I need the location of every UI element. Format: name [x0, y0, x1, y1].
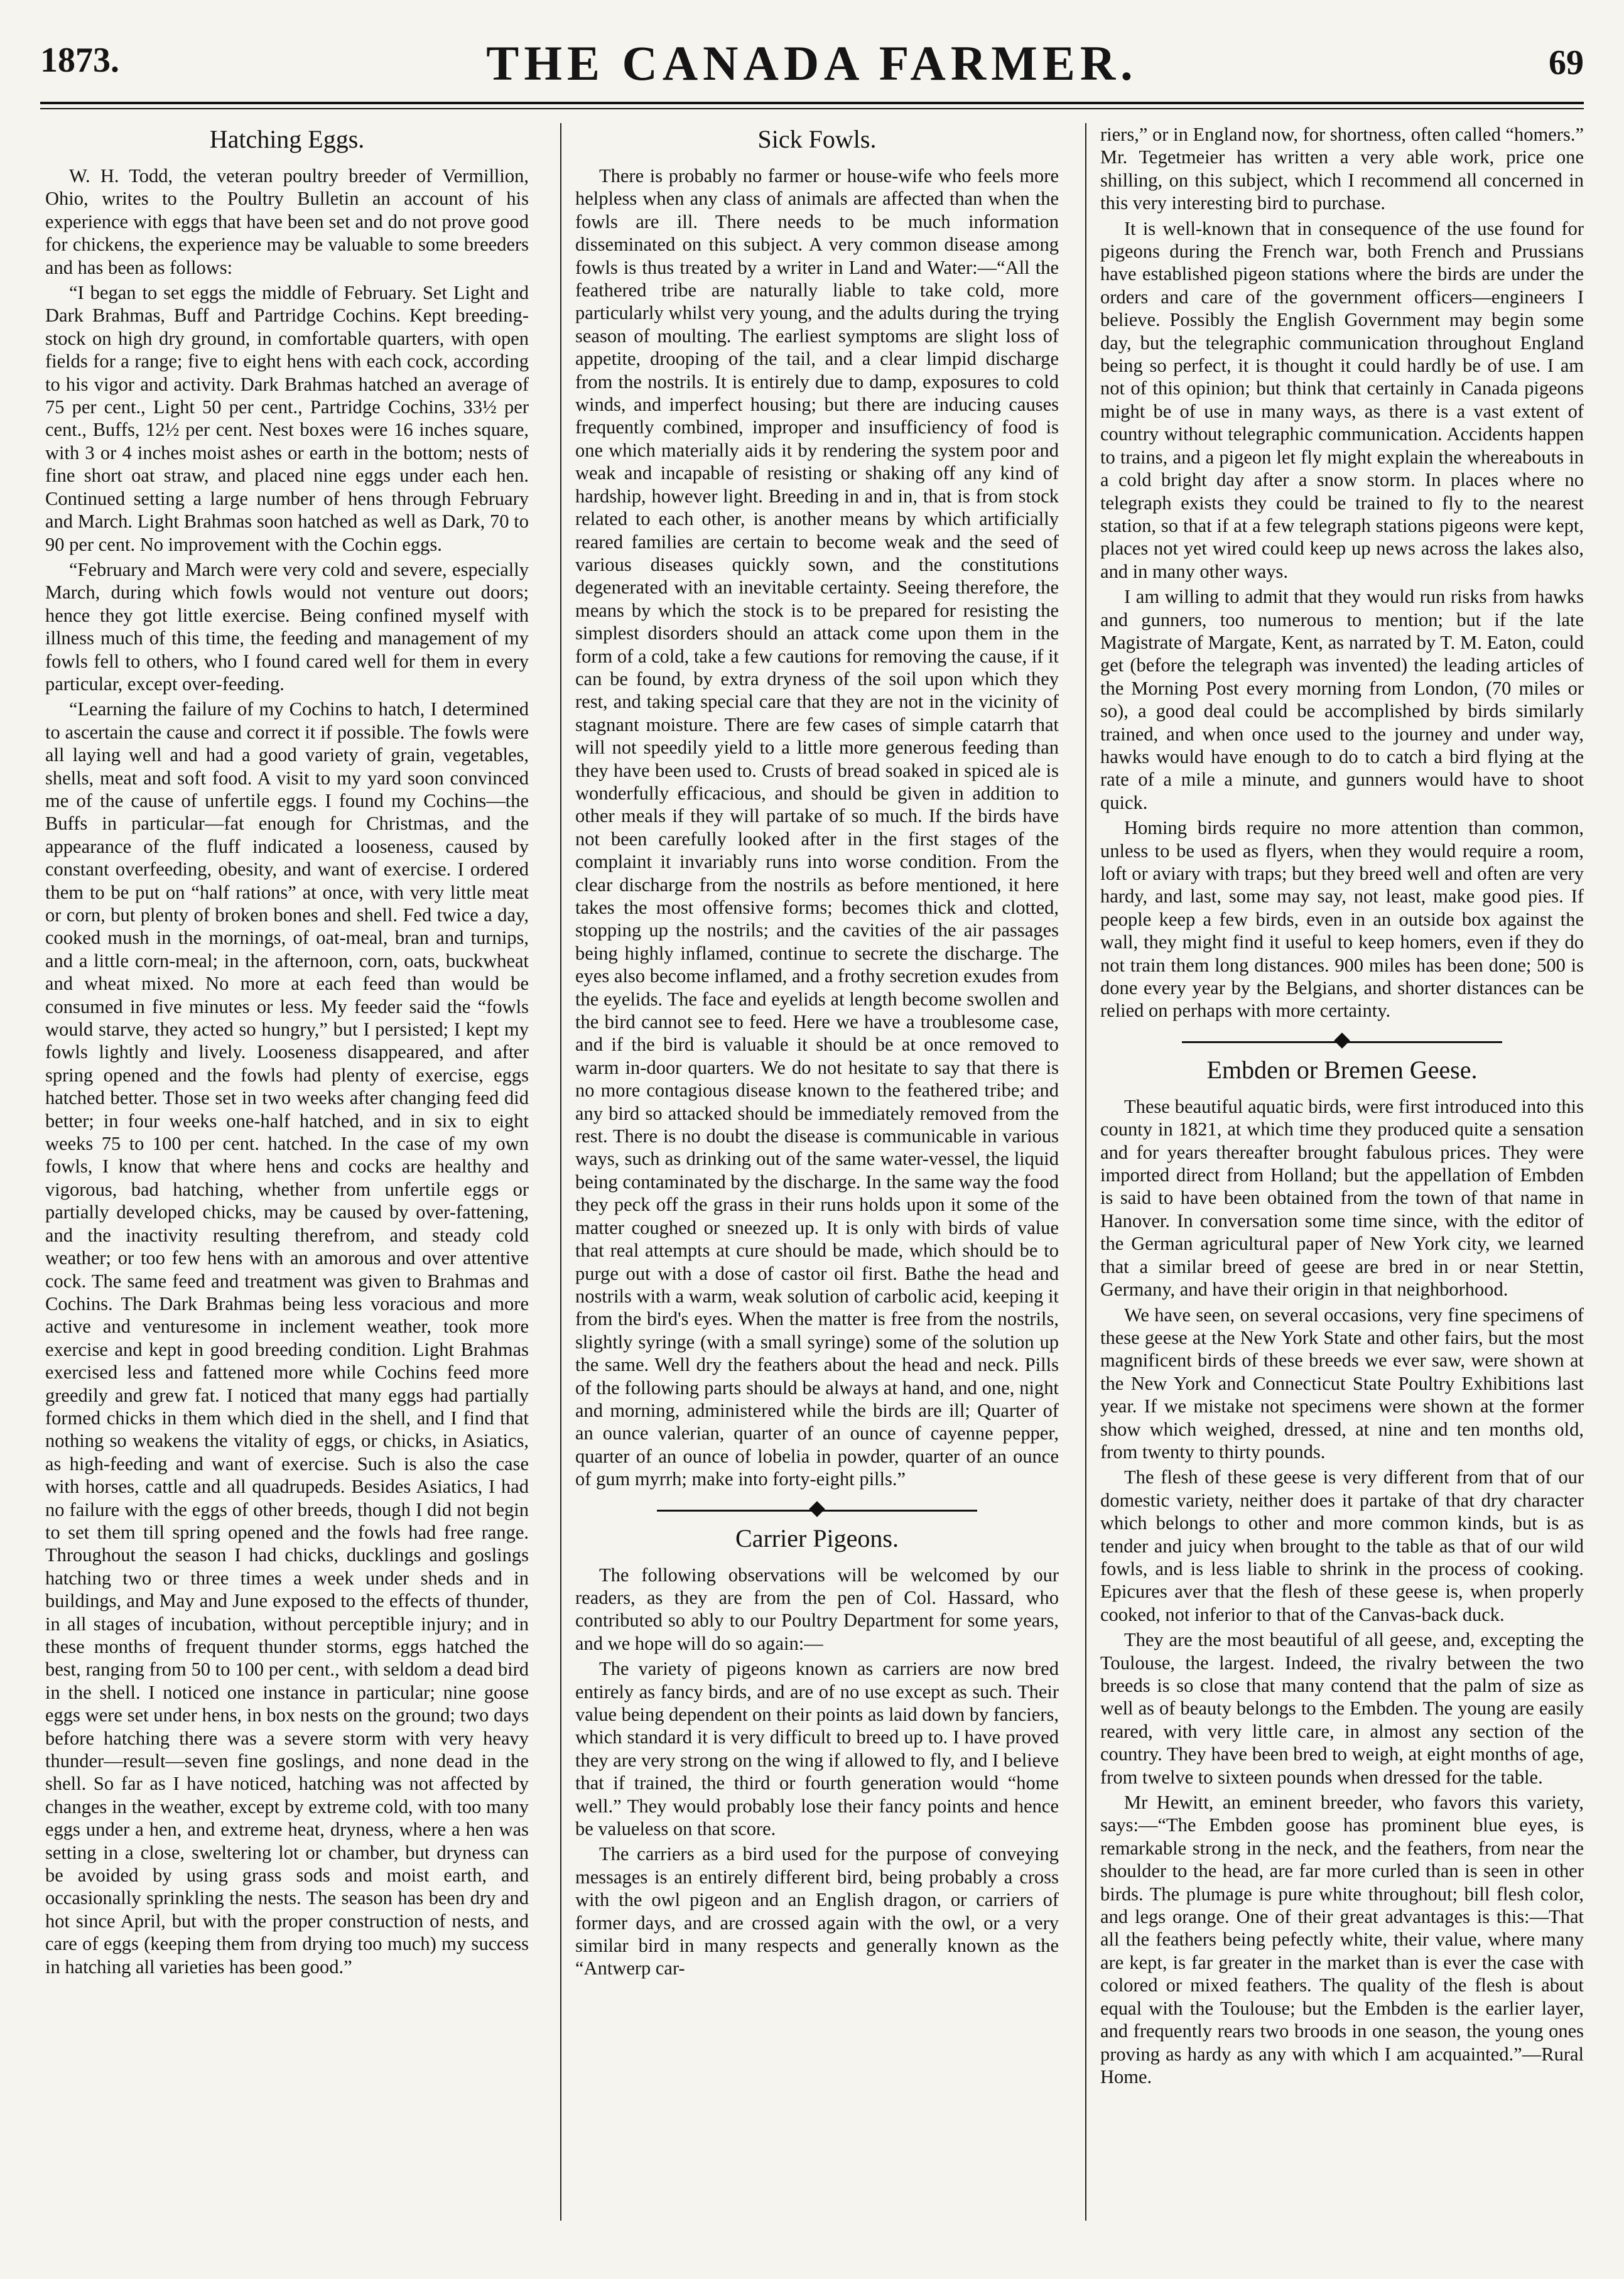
- article-paragraph: These beautiful aquatic birds, were first introduced into this county in 1821, at which time they produced quite a sensation and for years thereafter brought fabulous prices. They were imported direct from Holland; but the appellation of Embden is said to have been obtained from the town of that name in Hanover. In conversation some time since, with the editor of the German agricultural paper of New York city, we learned that a similar breed of geese are bred in or near Stettin, Germany, and have their origin in that neighborhood.: [1100, 1095, 1584, 1301]
- article-paragraph: The flesh of these geese is very different from that of our domestic variety, neither does it partake of that dry character which belongs to other and more common kinds, but is as tender and juicy when brought to the table as that of our wild fowls, and is less liable to shrink in the process of cooking. Epicures aver that the flesh of these geese is, when properly cooked, not inferior to that of the Canvas-back duck.: [1100, 1466, 1584, 1625]
- masthead-rule-thick: [40, 102, 1584, 104]
- column-rule-2: [1085, 123, 1086, 2221]
- article-paragraph: “February and March were very cold and severe, especially March, during which fowls would not venture out doors; hence they got little exercise. Being confined myself with illness much of this time, the feeding and management of my fowls fell to others, who I found cared well for them in every particular, except over-feeding.: [45, 558, 529, 695]
- article-heading: Sick Fowls.: [757, 125, 877, 153]
- article-paragraph: “I began to set eggs the middle of February. Set Light and Dark Brahmas, Buff and Partridge Cochins. Kept breeding-stock on high dry ground, in comfortable quarters, with open fields for a range; five to eight hens with each cock, according to his vigor and activity. Dark Brahmas hatched an average of 75 per cent., Light 50 per cent., Partridge Cochins, 33½ per cent., Buffs, 12½ per cent. Nest boxes were 16 inches square, with 3 or 4 inches moist ashes or earth in the bottom; nests of fine short oat straw, and placed nine eggs under each hen. Continued setting a large number of hens through February and March. Light Brahmas soon hatched as well as Dark, 70 to 90 per cent. No improvement with the Cochin eggs.: [45, 282, 529, 555]
- article-hatching-eggs: [45, 126, 529, 1978]
- article-heading: Hatching Eggs.: [209, 125, 365, 153]
- article-carrier-pigeons: [575, 1525, 1059, 1980]
- article-paragraph: The variety of pigeons known as carriers are now bred entirely as fancy birds, and are of no use except as such. Their value being dependent on their points as laid down by fanciers, which standard it is very difficult to breed up to. I have proved they are very strong on the wing if allowed to fly, and I believe that if trained, the third or fourth generation would “home well.” They would probably lose their fancy points and hence be valueless on that score.: [575, 1658, 1059, 1840]
- article-heading: Embden or Bremen Geese.: [1206, 1055, 1478, 1084]
- article-paragraph: W. H. Todd, the veteran poultry breeder of Vermillion, Ohio, writes to the Poultry Bulletin an account of his experience with eggs that have been set and do not prove good for chickens, the experience may be valuable to some breeders and has been as follows:: [45, 165, 529, 278]
- article-paragraph: “Learning the failure of my Cochins to hatch, I determined to ascertain the cause and correct it if possible. The fowls were all laying well and had a good variety of grain, vegetables, shells, meat and soft food. A visit to my yard soon convinced me of the cause of unfertile eggs. I found my Cochins—the Buffs in particular—fat enough for Christmas, and the appearance of the fluff indicated a looseness, caused by constant overfeeding, obesity, and want of exercise. I ordered them to be put on “half rations” at once, with very little meat or corn, but plenty of broken bones and shell. Fed twice a day, cooked mush in the mornings, of oat-meal, bran and turnips, and a little corn-meal; in the afternoon, corn, oats, buckwheat and wheat mixed. No more at each feed than would be consumed in five minutes or less. My feeder said the “fowls would starve, they acted so hungry,” but I persisted; I kept my fowls lightly and lively. Looseness disappeared, and after spring opened and the fowls had plenty of exercise, eggs hatched better. Those set in two weeks after changing feed did better; in four weeks one-half hatched, and in six to eight weeks 75 to 100 per cent. hatched. In the case of my own fowls, I know that where hens and cocks are healthy and vigorous, bad hatching, whether from unfertile eggs or partially developed chicks, may be caused by over-fattening, and the inactivity resulting therefrom, and steady cold weather; or too few hens with an amorous and over attentive cock. The same feed and treatment was given to Brahmas and Cochins. The Dark Brahmas being less voracious and more active and venturesome in inclement weather, took more exercise and kept in good breeding condition. Light Brahmas exercised less and fattened more while Cochins feed more greedily and grew fat. I noticed that many eggs had partially formed chicks in them which died in the shell, and I find that nothing so weakens the vitality of eggs, or chicks, in Asiatics, as high-feeding and want of exercise. Such is also the case with horses, cattle and all quadrupeds. Besides Asiatics, I had no failure with the eggs of other breeds, though I did not begin to set them till spring opened and the fowls had free range. Throughout the season I had chicks, ducklings and goslings hatching two or three times a week under sheds and in buildings, and May and June exposed to the effects of thunder, in all stages of incubation, without perceptible injury; and in these months of frequent thunder storms, eggs hatched the best, ranging from 50 to 100 per cent., with seldom a dead bird in the shell. I noticed one instance in particular; nine goose eggs were set under hens, in box nests on the ground; two days before hatching there was a severe storm with very heavy thunder—result—seven fine goslings, and none dead in the shell. So far as I have noticed, hatching was not affected by changes in the weather, except by extreme cold, with too many eggs under a hen, and extreme heat, dryness, where a hen was setting in a close, sweltering lot or chamber, but dryness can be avoided by using grass sods and moist earth, and occasionally sprinkling the nests. The season has been dry and hot since April, but with the proper construction of nests, and care of eggs (keeping them from drying too much) my success in hatching all varieties has been good.”: [45, 698, 529, 1978]
- issue-year: 1873.: [40, 41, 119, 80]
- article-paragraph: The carriers as a bird used for the purpose of conveying messages is an entirely different bird, being probably a cross with the owl pigeon and an English dragon, or carriers of former days, and are crossed again with the owl, or a very similar bird in many respects and generally known as the “Antwerp car-: [575, 1843, 1059, 1979]
- article-paragraph: We have seen, on several occasions, very fine specimens of these geese at the New York State and other fairs, but the most magnificent birds of these breeds we ever saw, were shown at the New York and Connecticut State Poultry Exhibitions last year. If we mistake not specimens were shown at the former show which weighed, dressed, at nine and ten months old, from twenty to thirty pounds.: [1100, 1304, 1584, 1463]
- column-3: [1100, 123, 1584, 2233]
- page-number: 69: [1549, 43, 1584, 82]
- section-divider: [575, 1505, 1059, 1516]
- article-paragraph: The following observations will be welcomed by our readers, as they are from the pen of Col. Hassard, who contributed so ably to our Poultry Department for some years, and we hope will do so again:—: [575, 1564, 1059, 1654]
- column-2: [575, 123, 1059, 2233]
- article-heading: Carrier Pigeons.: [735, 1524, 899, 1552]
- column-1: [45, 123, 529, 2233]
- masthead: [40, 35, 1584, 98]
- article-embden-geese: [1100, 1056, 1584, 2088]
- section-divider: [1100, 1036, 1584, 1047]
- article-paragraph: They are the most beautiful of all geese, and, excepting the Toulouse, the largest. Indeed, the rivalry between the two breeds is so close that many contend that the palm of size as well as of beauty belongs to the Embden. The young are easily reared, with very little care, in almost any section of the country. They have been bred to weigh, at eight months of age, from twelve to sixteen pounds when dressed for the table.: [1100, 1629, 1584, 1788]
- article-paragraph: It is well-known that in consequence of the use found for pigeons during the French war, both French and Prussians have established pigeon stations where the birds are under the orders and care of the government officers—engineers I believe. Possibly the English Government may begin some day, but the telegraphic communication throughout England being so perfect, it is thought it could hardly be of use. I am not of this opinion; but think that certainly in Canada pigeons might be of use in many ways, as there is a vast extent of country without telegraphic communication. Accidents happen to trains, and a pigeon let fly might explain the whereabouts in a cold bright day after a snow storm. In places where no telegraph exists they could be trained to fly to the nearest station, so that if at a few telegraph stations pigeons were kept, places not yet wired could keep up news across the lakes also, and in many other ways.: [1100, 217, 1584, 582]
- masthead-rule-thin: [40, 108, 1584, 109]
- newspaper-title: THE CANADA FARMER.: [486, 36, 1138, 90]
- article-paragraph: riers,” or in England now, for shortness, often called “homers.” Mr. Tegetmeier has written a very able work, price one shilling, on this subject, which I recommend all concerned in this very interesting bird to purchase.: [1100, 124, 1584, 214]
- column-rule-1: [560, 123, 561, 2221]
- article-carrier-pigeons-continued: [1100, 123, 1584, 1022]
- article-paragraph: Homing birds require no more attention than common, unless to be used as flyers, when they would require a room, loft or aviary with traps; but they breed well and often are very hardy, and last, some may say, not least, make good pies. If people keep a few birds, even in an outside box against the wall, they might find it useful to keep homers, even if they do not train them long distances. 900 miles has been done; 500 is done every year by the Belgians, and shorter distances can be relied on perhaps with more certainty.: [1100, 817, 1584, 1022]
- article-paragraph: Mr Hewitt, an eminent breeder, who favors this variety, says:—“The Embden goose has prominent blue eyes, is remarkable strong in the neck, and the feathers, from near the shoulder to the head, are far more curled than is seen in other birds. The plumage is pure white throughout; bill flesh color, and legs orange. One of their great advantages is this:—That all the feathers being pefectly white, their value, where many are kept, is far greater in the market than is ever the case with colored or mixed feathers. The quality of the flesh is about equal with the Toulouse; but the Embden is the earlier layer, and frequently rears two broods in one season, the young ones proving as hardy as any with which I am acquainted.”—Rural Home.: [1100, 1792, 1584, 2087]
- article-sick-fowls: [575, 126, 1059, 1491]
- article-paragraph: I am willing to admit that they would run risks from hawks and gunners, too numerous to mention; but if the late Magistrate of Margate, Kent, as narrated by T. M. Eaton, could get (before the telegraph was invented) the leading articles of the Morning Post every morning from London, (70 miles or so), a good deal could be accomplished by birds similarly trained, and when once used to the journey and under way, hawks would have enough to do to catch a bird flying at the rate of a mile a minute, and gunners would have to shoot quick.: [1100, 586, 1584, 813]
- article-paragraph: There is probably no farmer or house-wife who feels more helpless when any class of animals are affected than when the fowls are ill. There needs to be much information disseminated on this subject. A very common disease among fowls is thus treated by a writer in Land and Water:—“All the feathered tribe are naturally liable to take cold, more particularly whilst very young, and the adults during the trying season of moulting. The earliest symptoms are slight loss of appetite, drooping of the tail, and a clear limpid discharge from the nostrils. It is entirely due to damp, exposures to cold winds, and imperfect housing; but there are inducing causes frequently combined, improper and insufficiency of food is one which materially aids it by rendering the system poor and weak and incapable of resisting or shaking off any kind of hardship, however light. Breeding in and in, that is from stock related to each other, is another means by which artificially reared families are certain to become weak and the seed of various diseases quickly sown, and the constitutions degenerated with an inevitable certainty. Seeing therefore, the means by which the stock is to be prepared for resisting the simplest disorders should an attack come upon them in the form of a cold, take a few cautions for removing the cause, if it can be found, by extra dryness of the soil upon which they rest, and taking special care that they are not in the vicinity of stagnant moisture. There are few cases of simple catarrh that will not speedily yield to a little more generous feeding than they have been used to. Crusts of bread soaked in spiced ale is wonderfully efficacious, and should be given in addition to other meals if they will partake of so much. If the birds have not been carefully looked after in the first stages of the complaint it invariably runs into worse condition. From the clear discharge from the nostrils as before mentioned, it here takes the most offensive forms; becomes thick and clotted, stopping up the nostrils; and the cavities of the air passages being highly inflamed, continue to secrete the discharge. The eyes also become inflamed, and a frothy secretion exudes from the eyelids. The face and eyelids at length become swollen and the bird cannot see to feed. Here we have a troublesome case, and if the bird is valuable it should be at once removed to warm in-door quarters. We do not hesitate to say that there is no more contagious disease known to the feathered tribe; and any bird so attacked should be immediately removed from the rest. There is no doubt the disease is communicable in various ways, such as drinking out of the same water-vessel, the liquid being contaminated by the discharge. In the same way the food they peck off the grass in their runs holds upon it some of the matter coughed or sneezed up. It is only with birds of value that real attempts at cure should be made, which should be to purge out with a dose of castor oil first. Bathe the head and nostrils with a warm, weak solution of carbolic acid, keeping it from the bird's eyes. When the matter is free from the nostrils, slightly syringe (with a small syringe) some of the solution up the same. Well dry the feathers about the head and neck. Pills of the following parts should be always at hand, and one, night and morning, administered while the birds are ill; Quarter of an ounce valerian, quarter of an ounce of cayenne pepper, quarter of an ounce of lobelia in powder, quarter of an ounce of gum myrrh; make into forty-eight pills.”: [575, 165, 1059, 1490]
